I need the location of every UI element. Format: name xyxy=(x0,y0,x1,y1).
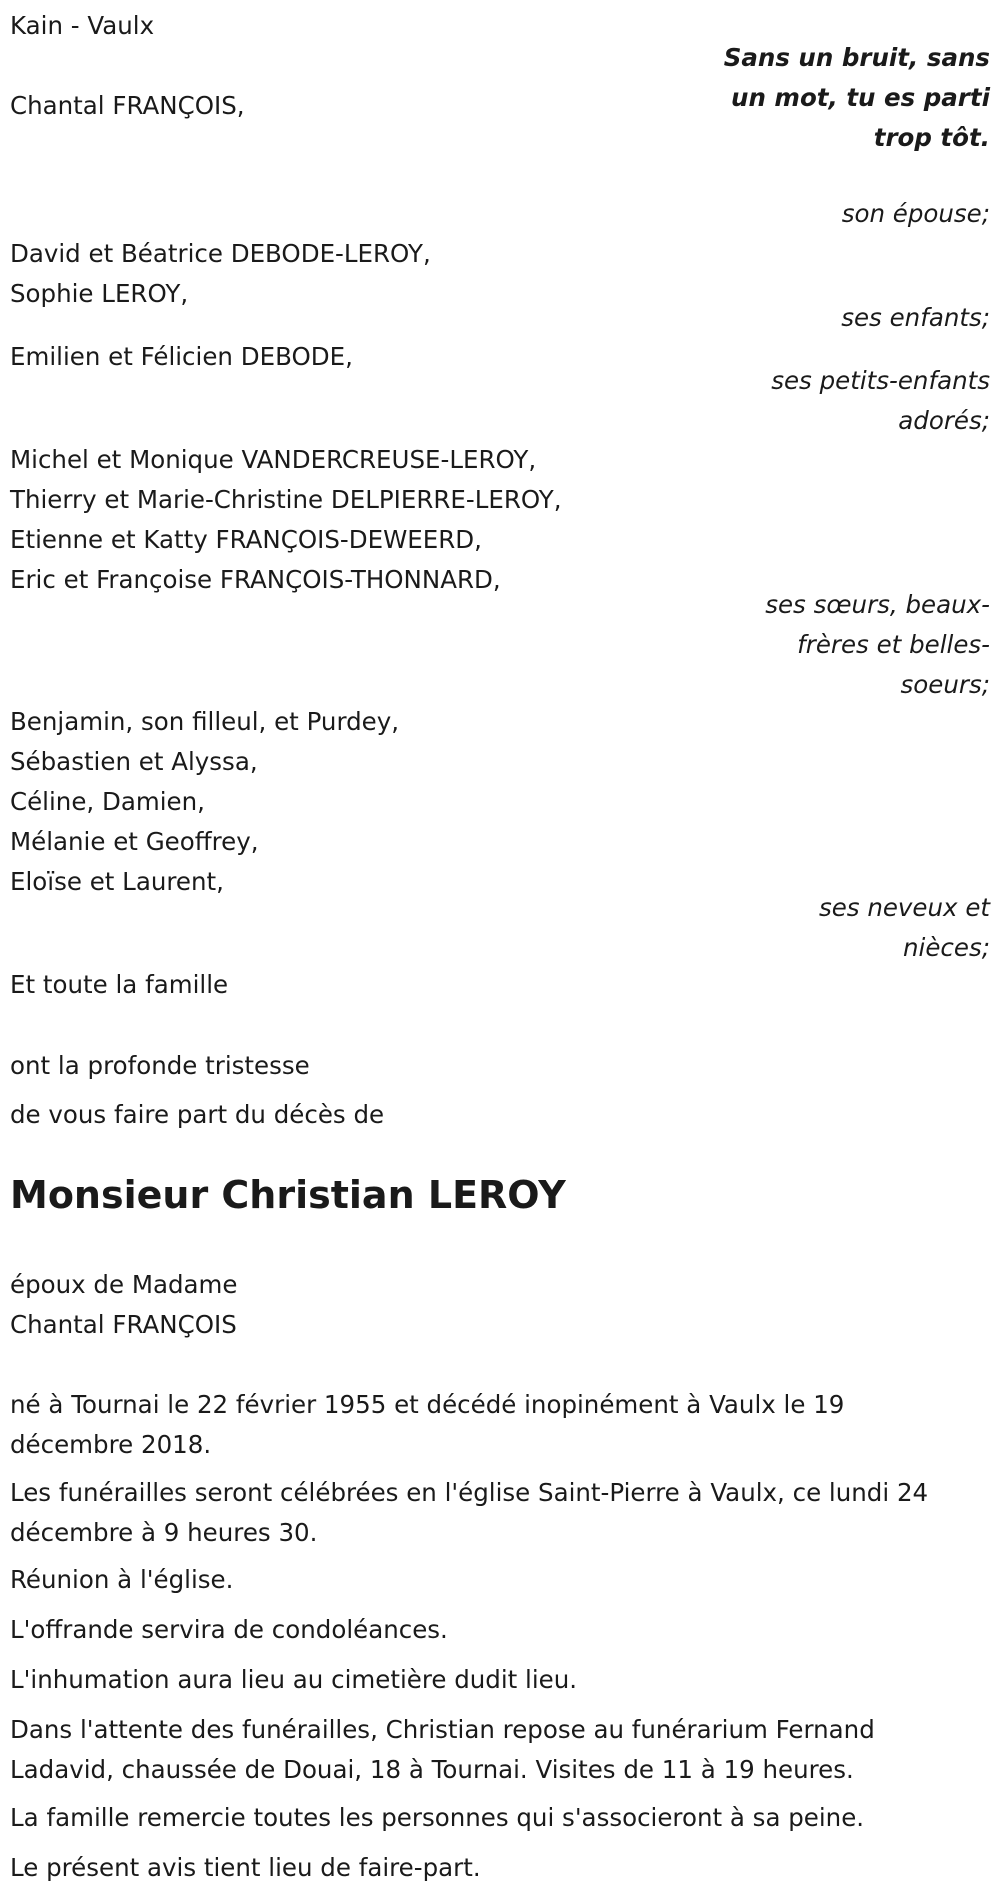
notice-text: Le présent avis tient lieu de faire-part. xyxy=(10,1853,481,1882)
sibling-name: Etienne et Katty FRANÇOIS-DEWEERD, xyxy=(10,525,482,554)
siblings-relation: ses sœurs, beaux-frères et belles-soeurs; xyxy=(765,590,990,699)
grandchildren-relation: ses petits-enfants adorés; xyxy=(771,366,990,435)
nephew-name: Sébastien et Alyssa, xyxy=(10,747,258,776)
location: Kain - Vaulx xyxy=(10,11,155,40)
thanks-text: La famille remercie toutes les personnes qui s'associeront à sa peine. xyxy=(10,1803,865,1832)
nephew-name: Mélanie et Geoffrey, xyxy=(10,827,259,856)
spouse-line-1: époux de Madame xyxy=(10,1270,238,1299)
announcement-line-2: de vous faire part du décès de xyxy=(10,1100,385,1129)
nephew-name: Eloïse et Laurent, xyxy=(10,867,224,896)
announcement-line-1: ont la profonde tristesse xyxy=(10,1051,310,1080)
birth-death-text: né à Tournai le 22 février 1955 et décédé inopinément à Vaulx le 19 décembre 2018. xyxy=(10,1390,845,1459)
spouse-name: Chantal FRANÇOIS, xyxy=(10,91,245,120)
sibling-name: Eric et Françoise FRANÇOIS-THONNARD, xyxy=(10,565,501,594)
nephew-name: Céline, Damien, xyxy=(10,787,205,816)
children-relation: ses enfants; xyxy=(841,303,990,332)
funerarium-text: Dans l'attente des funérailles, Christian repose au funérarium Fernand Ladavid, chaussée de Douai, 18 à Tournai. Visites de 11 à 19 heures. xyxy=(10,1715,875,1784)
nephew-name: Benjamin, son filleul, et Purdey, xyxy=(10,707,399,736)
sibling-name: Thierry et Marie-Christine DELPIERRE-LEROY, xyxy=(10,485,562,514)
spouse-line-2: Chantal FRANÇOIS xyxy=(10,1310,237,1339)
epitaph-quote: Sans un bruit, sans un mot, tu es parti trop tôt. xyxy=(723,43,990,152)
child-name: Sophie LEROY, xyxy=(10,279,189,308)
all-family: Et toute la famille xyxy=(10,970,229,999)
child-name: David et Béatrice DEBODE-LEROY, xyxy=(10,239,431,268)
funeral-text: Les funérailles seront célébrées en l'église Saint-Pierre à Vaulx, ce lundi 24 décembre à 9 heures 30. xyxy=(10,1478,929,1547)
offering-text: L'offrande servira de condoléances. xyxy=(10,1615,448,1644)
spouse-relation: son épouse; xyxy=(841,199,990,228)
deceased-name: Monsieur Christian LEROY xyxy=(10,1173,566,1217)
nephews-relation: ses neveux et nièces; xyxy=(818,893,990,962)
grandchild-name: Emilien et Félicien DEBODE, xyxy=(10,342,353,371)
meeting-text: Réunion à l'église. xyxy=(10,1565,234,1594)
sibling-name: Michel et Monique VANDERCREUSE-LEROY, xyxy=(10,445,537,474)
burial-text: L'inhumation aura lieu au cimetière dudit lieu. xyxy=(10,1665,578,1694)
